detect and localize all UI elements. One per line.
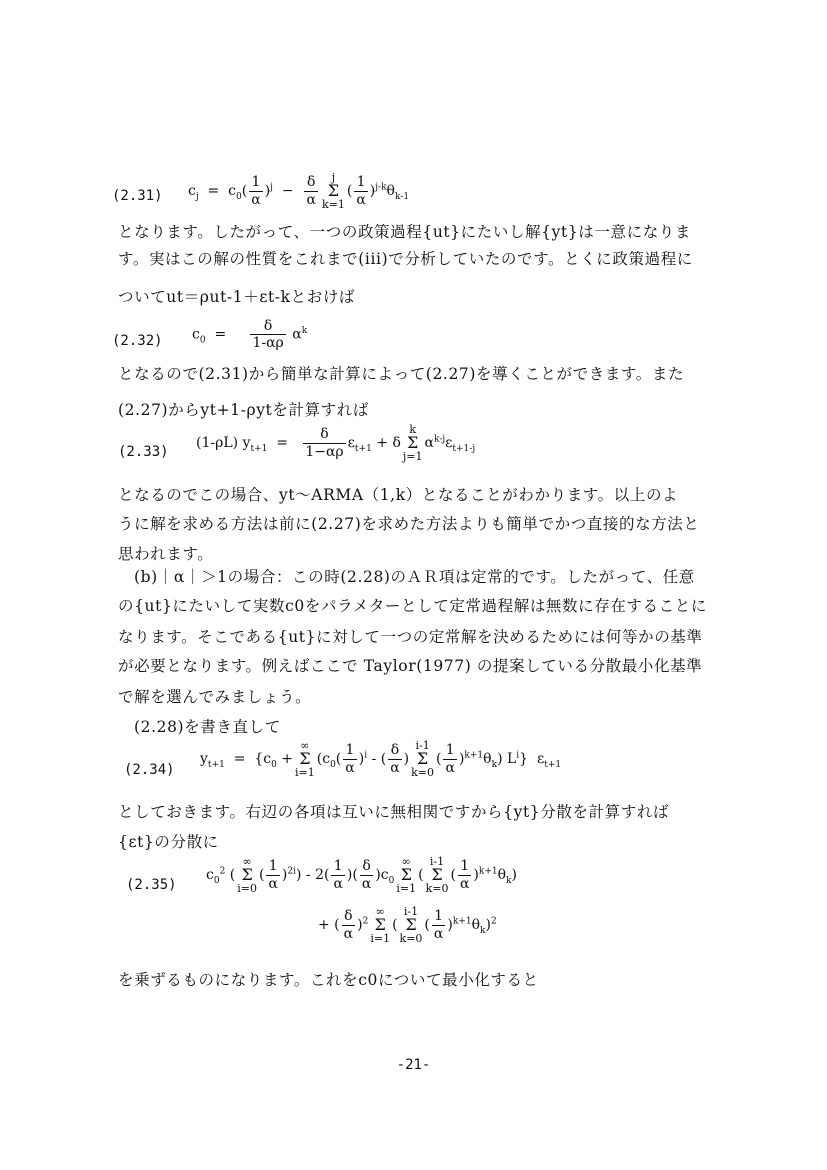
page-number: -21- (396, 1057, 431, 1073)
text-line: となるので(2.31)から簡単な計算によって(2.27)を導くことができます。また (118, 365, 685, 383)
text-line: (b)｜α｜＞1の場合：この時(2.28)のＡＲ項は定常的です。したがって、任意 (134, 568, 695, 586)
equation-2-33: (1-ρL) $y_{t+1}$ = $\frac{\delta}{1-\alpha\rho}$ $\varepsilon_{t+1} + \delta$ k Σ j=1 $\alpha^{k-j}\varepsilon_{t+1-j}$ (196, 423, 476, 463)
text-line: としておきます。右辺の各項は互いに無相関ですから{yt}分散を計算すれば (118, 803, 670, 821)
text-line: (2.27)からyt+1-ρytを計算すれば (118, 401, 369, 419)
text-line: {εt}の分散に (118, 833, 219, 851)
equation-number: (2.33) (118, 444, 169, 460)
text-line: で解を選んでみましょう。 (118, 688, 312, 706)
equation-number: (2.32) (112, 333, 163, 349)
equation-2-35-line1: $c_0^2$ ( ∞ Σ i=0 ( $\frac{1}{\alpha}$ )$^{2i}$) - 2( $\frac{1}{\alpha}$ )( $\frac{\delta}{\alpha}$ )$c_0$ ∞ Σ i=1 ( i-1 Σ k=0 ( $\frac{1}{\alpha}$ )$^{k+1}\theta_k$) (206, 855, 517, 895)
text-line: 思われます。 (118, 545, 214, 563)
text-line: を乗ずるものになります。これをc0について最小化すると (118, 971, 539, 989)
equation-2-34: $y_{t+1} = \{c_0$ + ∞ Σ i=1 ($c_0$( $\frac{1}{\alpha}$ )$^i$ - ( $\frac{\delta}{\alpha}$ ) i-1 Σ k=0 ( $\frac{1}{\alpha}$ )$^{k+1}\theta_k$) $L^i$} $\varepsilon_{t+1}$ (200, 739, 562, 779)
text-line: となるのでこの場合、yt～ARMA（1,k）となることがわかります。以上のよ (118, 486, 679, 504)
equation-number: (2.31) (112, 188, 163, 204)
equation-2-32: $c_0$ = $\frac{\delta}{1-\alpha\rho}$ $\alpha^k$ (192, 318, 308, 352)
text-line: うに解を求める方法は前に(2.27)を求めた方法よりも簡単でかつ直接的な方法と (118, 515, 700, 533)
text-line: なります。そこである{ut}に対して一つの定常解を決めるためには何等かの基準 (118, 628, 703, 646)
text-line: す。実はこの解の性質をこれまで(iii)で分析していたのです。とくに政策過程に (118, 250, 693, 268)
equation-2-31: $c_j = c_0$( $\frac{1}{\alpha}$ )$^j$ − $\frac{\delta}{\alpha}$ j Σ k=1 ( $\frac{1}{\alpha}$ )$^{j-k}\theta_{k-1}$ (188, 171, 410, 211)
text-line: ついてut＝ρut-1＋εt-kとおけば (118, 288, 356, 306)
equation-number: (2.34) (124, 762, 175, 778)
equation-2-35-line2: + ( $\frac{\delta}{\alpha}$ )$^2$ ∞ Σ i=1 ( i-1 Σ k=0 ( $\frac{1}{\alpha}$ )$^{k+1}\theta_k)^2$ (318, 905, 497, 945)
equation-number: (2.35) (126, 877, 177, 893)
text-line: が必要となります。例えばここで Taylor(1977) の提案している分散最小化基準 (118, 657, 703, 675)
text-line: (2.28)を書き直して (134, 718, 281, 736)
text-line: の{ut}にたいして実数c0をパラメターとして定常過程解は無数に存在することに (118, 597, 707, 615)
text-line: となります。したがって、一つの政策過程{ut}にたいし解{yt}は一意になりま (118, 223, 691, 241)
